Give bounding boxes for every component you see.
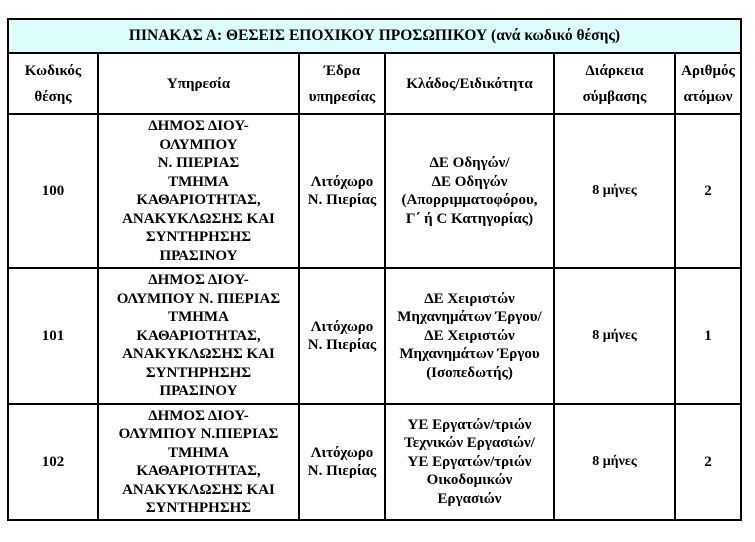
service-line: ΤΜΗΜΑ bbox=[168, 444, 229, 461]
cell-duration: 8 μήνες bbox=[554, 268, 675, 404]
cell-service bbox=[98, 114, 299, 268]
service-line: ΟΛΥΜΠΟΥ Ν.ΠΙΕΡΙΑΣ bbox=[118, 426, 279, 442]
cell-seat bbox=[299, 268, 385, 404]
cell-count: 2 bbox=[675, 404, 741, 520]
seat-line: Ν. Πιερίας bbox=[307, 337, 377, 353]
table-title: ΠΙΝΑΚΑΣ Α: ΘΕΣΕΙΣ ΕΠΟΧΙΚΟΥ ΠΡΟΣΩΠΙΚΟΥ (ανά κωδικό θέσης) bbox=[8, 19, 741, 53]
cell-specialty bbox=[385, 404, 554, 520]
column-header-specialty bbox=[385, 53, 554, 114]
service-line: ΑΝΑΚΥΚΛΩΣΗΣ ΚΑΙ bbox=[122, 210, 275, 227]
specialty-line: (Ισοπεδωτής) bbox=[426, 364, 513, 381]
cell-count: 1 bbox=[675, 268, 741, 404]
header-line: υπηρεσίας bbox=[308, 88, 376, 105]
header-line: σύμβασης bbox=[582, 88, 647, 105]
specialty-line: Εργασιών bbox=[437, 490, 502, 507]
header-line: Κλάδος/Ειδικότητα bbox=[406, 75, 533, 92]
positions-table bbox=[7, 18, 742, 521]
header-line: Αριθμός bbox=[681, 62, 735, 79]
service-line: ΣΥΝΤΗΡΗΣΗΣ bbox=[145, 229, 252, 245]
service-line: ΔΗΜΟΣ ΔΙΟΥ- bbox=[148, 272, 249, 289]
cell-code: 101 bbox=[8, 268, 98, 404]
service-line: ΟΛΥΜΠΟΥ bbox=[159, 136, 238, 153]
service-line: ΠΡΑΣΙΝΟΥ bbox=[159, 383, 238, 400]
header-line: Διάρκεια bbox=[585, 62, 644, 79]
service-line: ΚΑΘΑΡΙΟΤΗΤΑΣ, bbox=[136, 463, 261, 479]
service-line: ΤΜΗΜΑ bbox=[168, 309, 229, 326]
cell-seat bbox=[299, 404, 385, 520]
service-line: ΤΜΗΜΑ bbox=[168, 173, 229, 190]
specialty-line: Μηχανημάτων Έργου bbox=[399, 346, 540, 363]
service-line: ΟΛΥΜΠΟΥ Ν. ΠΙΕΡΙΑΣ bbox=[116, 290, 281, 307]
service-line: ΣΥΝΤΗΡΗΣΗΣ bbox=[145, 500, 252, 516]
specialty-line: ΔΕ Οδηγών bbox=[431, 173, 508, 190]
specialty-line: ΥΕ Εργατών/τριών bbox=[407, 416, 532, 433]
header-line: ατόμων bbox=[683, 88, 733, 105]
cell-specialty bbox=[385, 114, 554, 268]
seat-line: Ν. Πιερίας bbox=[307, 192, 377, 208]
specialty-line: ΥΕ Εργατών/τριών bbox=[407, 453, 532, 470]
specialty-line: (Απορριμματοφόρου, bbox=[401, 192, 538, 208]
service-line: ΔΗΜΟΣ ΔΙΟΥ- bbox=[148, 118, 249, 134]
column-header-code bbox=[8, 53, 98, 114]
specialty-line: ΔΕ Χειριστών bbox=[424, 290, 515, 307]
column-header-seat bbox=[299, 53, 385, 114]
specialty-line: ΔΕ Οδηγών/ bbox=[429, 155, 510, 171]
cell-specialty bbox=[385, 268, 554, 404]
cell-count: 2 bbox=[675, 114, 741, 268]
column-header-service bbox=[98, 53, 299, 114]
service-line: ΑΝΑΚΥΚΛΩΣΗΣ ΚΑΙ bbox=[122, 481, 275, 498]
service-line: Ν. ΠΙΕΡΙΑΣ bbox=[157, 155, 240, 171]
column-header-count bbox=[675, 53, 741, 114]
seat-line: Λιτόχωρο bbox=[310, 444, 374, 461]
header-line: θέσης bbox=[34, 88, 72, 105]
table-title-row bbox=[8, 19, 741, 53]
header-line: Υπηρεσία bbox=[166, 75, 231, 92]
cell-seat bbox=[299, 114, 385, 268]
cell-service bbox=[98, 268, 299, 404]
specialty-line: Μηχανημάτων Έργου/ bbox=[397, 309, 542, 326]
header-line: Κωδικός bbox=[24, 62, 82, 79]
cell-duration: 8 μήνες bbox=[554, 404, 675, 520]
column-header-duration bbox=[554, 53, 675, 114]
service-line: ΑΝΑΚΥΚΛΩΣΗΣ ΚΑΙ bbox=[122, 346, 275, 363]
cell-duration: 8 μήνες bbox=[554, 114, 675, 268]
specialty-line: Τεχνικών Εργασιών/ bbox=[404, 435, 535, 452]
seat-line: Λιτόχωρο bbox=[310, 318, 374, 335]
specialty-line: ΔΕ Χειριστών bbox=[424, 327, 515, 344]
service-line: ΚΑΘΑΡΙΟΤΗΤΑΣ, bbox=[136, 192, 261, 208]
table-row bbox=[8, 114, 741, 268]
service-line: ΚΑΘΑΡΙΟΤΗΤΑΣ, bbox=[136, 327, 261, 344]
specialty-line: Γ΄ ή C Κατηγορίας) bbox=[405, 210, 534, 227]
service-line: ΣΥΝΤΗΡΗΣΗΣ bbox=[145, 364, 252, 381]
cell-code: 102 bbox=[8, 404, 98, 520]
column-header-row bbox=[8, 53, 741, 114]
table-row bbox=[8, 404, 741, 520]
header-line: Έδρα bbox=[323, 62, 361, 79]
specialty-line: Οικοδομικών bbox=[426, 472, 513, 489]
seat-line: Λιτόχωρο bbox=[310, 173, 374, 190]
seat-line: Ν. Πιερίας bbox=[307, 463, 377, 479]
table-row bbox=[8, 268, 741, 404]
cell-code: 100 bbox=[8, 114, 98, 268]
service-line: ΠΡΑΣΙΝΟΥ bbox=[159, 247, 238, 264]
cell-service bbox=[98, 404, 299, 520]
service-line: ΔΗΜΟΣ ΔΙΟΥ- bbox=[148, 407, 249, 424]
